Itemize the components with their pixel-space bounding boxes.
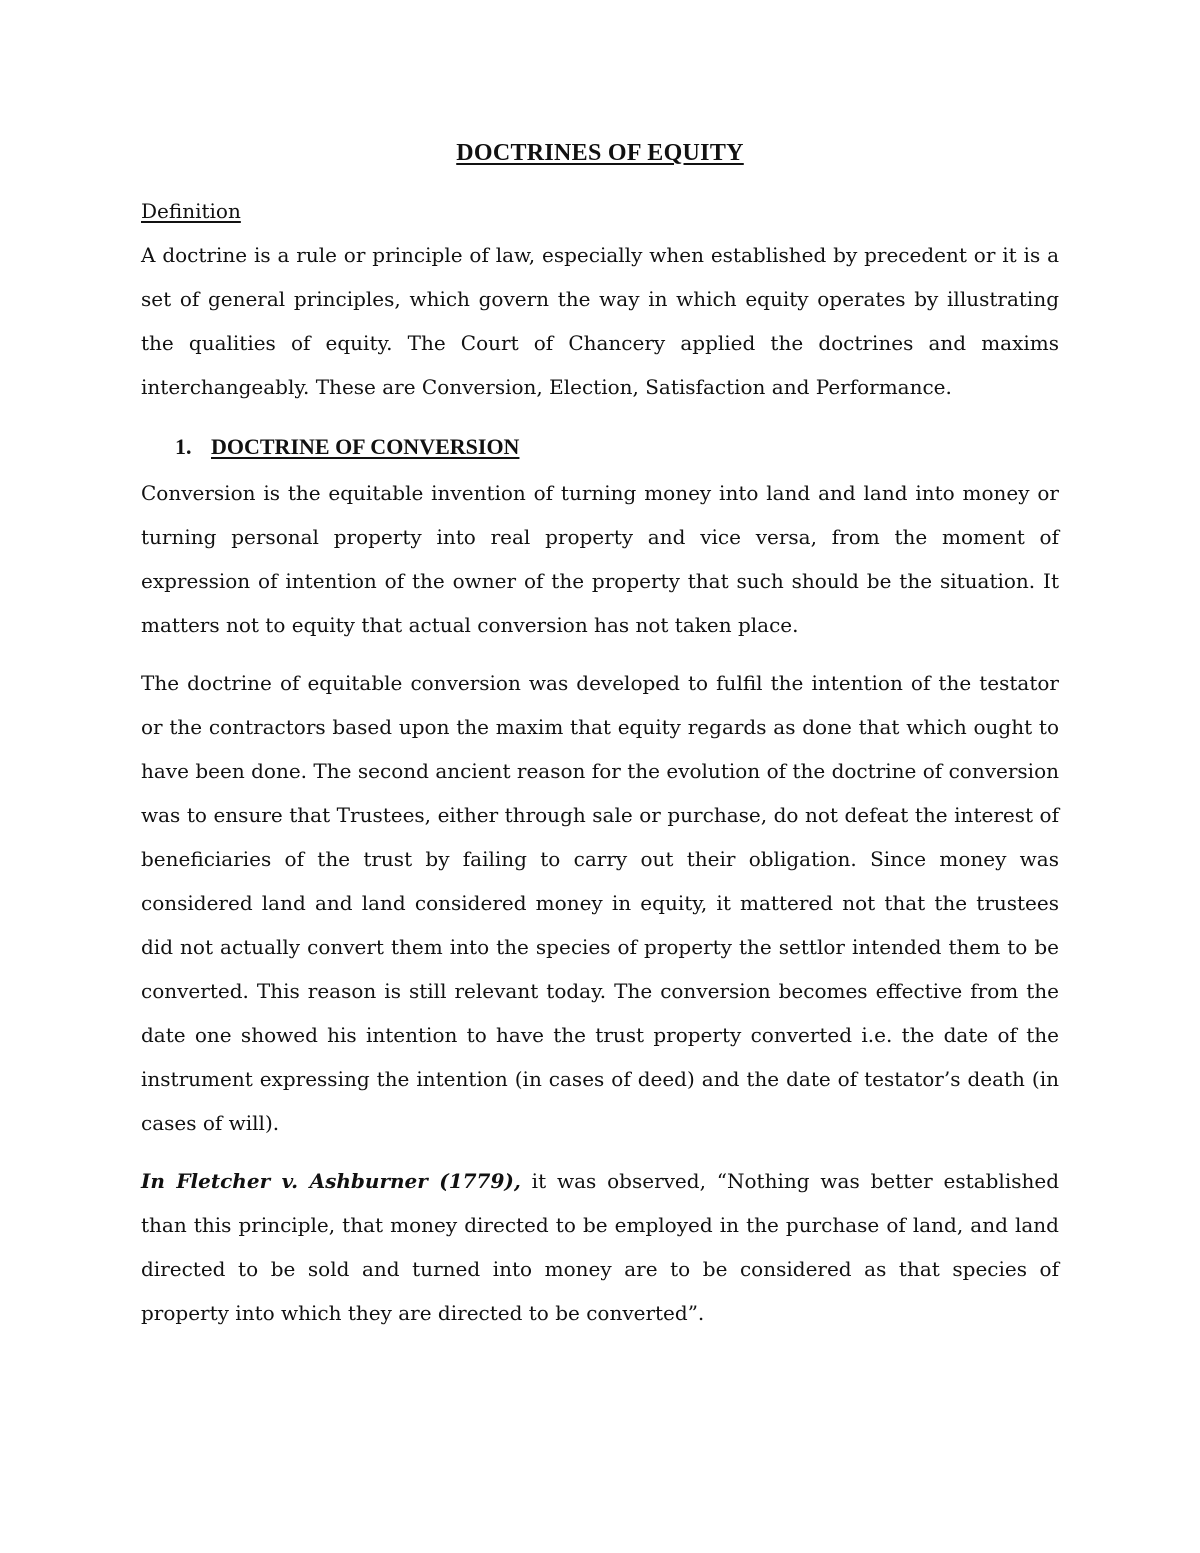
definition-paragraph: A doctrine is a rule or principle of law, especially when established by precedent or it is a set of general principles, which govern the way in which equity operates by illustrating the qualities of equity. The Court of Chancery applied the doctrines and maxims interchangeably. These are Conversion, Election, Satisfaction and Performance.	[141, 243, 1059, 399]
case-citation: In Fletcher v. Ashburner (1779),	[141, 1169, 521, 1193]
section-title: DOCTRINE OF CONVERSION	[211, 434, 520, 459]
section-heading-conversion	[141, 423, 1059, 471]
conversion-paragraph-1: Conversion is the equitable invention of turning money into land and land into money or turning personal property into real property and vice versa, from the moment of expression of intention of the owner of the property that such should be the situation. It matters not to equity that actual conversion has not taken place.	[141, 481, 1059, 637]
conversion-paragraph-2: The doctrine of equitable conversion was developed to fulfil the intention of the testator or the contractors based upon the maxim that equity regards as done that which ought to have been done. The second ancient reason for the evolution of the doctrine of conversion was to ensure that Trustees, either through sale or purchase, do not defeat the interest of beneficiaries of the trust by failing to carry out their obligation. Since money was considered land and land considered money in equity, it mattered not that the trustees did not actually convert them into the species of property the settlor intended them to be converted. This reason is still relevant today. The conversion becomes effective from the date one showed his intention to have the trust property converted i.e. the date of the instrument expressing the intention (in cases of deed) and the date of testator’s death (in cases of will).	[141, 671, 1059, 1135]
section-number: 1.	[175, 434, 192, 459]
document-page	[141, 140, 1059, 1349]
case-quote-text: it was observed, “Nothing was better established than this principle, that money directed to be employed in the purchase of land, and land directed to be sold and turned into money are to be considered as that species of property into which they are directed to be converted”.	[141, 1169, 1059, 1325]
document-title: DOCTRINES OF EQUITY	[456, 140, 744, 166]
case-paragraph	[141, 1159, 1059, 1335]
definition-heading: Definition	[141, 199, 241, 223]
